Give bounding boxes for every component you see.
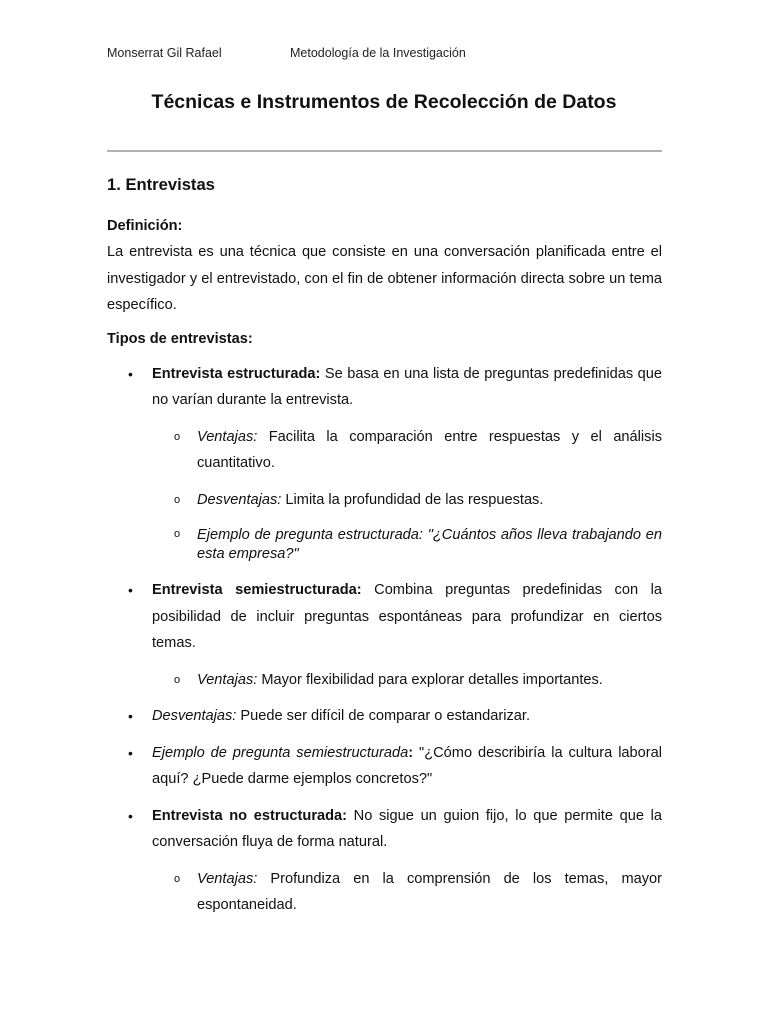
advantages-label: Ventajas:	[197, 428, 258, 445]
definition-label: Definición:	[107, 218, 183, 234]
advantages-label: Ventajas:	[197, 671, 258, 688]
structured-label: Entrevista estructurada:	[152, 365, 321, 382]
structured-example: Ejemplo de pregunta estructurada: "¿Cuántos años lleva trabajando en esta empresa?"	[197, 527, 662, 562]
semistructured-example-text: "¿Cómo describiría la cultura laboral aquí? ¿Puede darme ejemplos concretos?"	[152, 744, 662, 787]
list-item-unstructured	[107, 803, 662, 856]
list-item-semistructured	[107, 577, 662, 657]
advantages-text: Profundiza en la comprensión de los temas, mayor espontaneidad.	[197, 870, 662, 913]
list-item-semistructured-advantages	[107, 667, 662, 694]
header-author: Monserrat Gil Rafael	[107, 46, 222, 60]
bullet-icon: •	[128, 807, 133, 824]
disadvantages-label: Desventajas:	[197, 491, 282, 508]
sub-bullet-icon: o	[174, 872, 181, 885]
list-item-semistructured-disadvantages	[107, 703, 662, 730]
advantages-text: Mayor flexibilidad para explorar detalles importantes.	[257, 671, 603, 688]
section-heading: 1. Entrevistas	[107, 175, 215, 194]
unstructured-text: No sigue un guion fijo, lo que permite que la conversación fluya de forma natural.	[152, 807, 662, 850]
unstructured-label: Entrevista no estructurada:	[152, 807, 348, 824]
sub-bullet-icon: o	[174, 673, 181, 686]
types-label: Tipos de entrevistas:	[107, 330, 253, 347]
advantages-label: Ventajas:	[197, 870, 258, 887]
document-title: Técnicas e Instrumentos de Recolección de Datos	[151, 91, 617, 113]
disadvantages-text: Limita la profundidad de las respuestas.	[281, 491, 544, 508]
list-item-unstructured-advantages	[107, 866, 662, 919]
example-colon: :	[408, 744, 414, 761]
bullet-icon: •	[128, 582, 133, 598]
list-item-structured	[107, 361, 662, 414]
advantages-text: Facilita la comparación entre respuestas y el análisis cuantitativo.	[197, 428, 662, 471]
sub-bullet-icon: o	[174, 493, 181, 506]
list-item-semistructured-example	[107, 740, 662, 793]
disadvantages-text: Puede ser difícil de comparar o estandarizar.	[236, 708, 531, 724]
interview-types-list	[107, 361, 662, 919]
sub-bullet-icon: o	[174, 430, 181, 443]
list-item-structured-disadvantages	[107, 487, 662, 514]
bullet-icon: •	[128, 365, 133, 382]
header-course: Metodología de la Investigación	[290, 46, 466, 60]
document-body	[107, 174, 662, 929]
sub-bullet-icon: o	[174, 528, 181, 540]
bullet-icon: •	[128, 708, 133, 724]
title-divider	[107, 150, 662, 152]
disadvantages-label: Desventajas:	[152, 708, 237, 724]
semistructured-text: Combina preguntas predefinidas con la posibilidad de incluir preguntas espontáneas para profundizar en ciertos temas.	[152, 582, 662, 651]
structured-text: Se basa en una lista de preguntas predefinidas que no varían durante la entrevista.	[152, 365, 662, 408]
list-item-structured-example	[107, 523, 662, 564]
semistructured-label: Entrevista semiestructurada:	[152, 582, 362, 598]
bullet-icon: •	[128, 744, 133, 761]
definition-text: La entrevista es una técnica que consiste en una conversación planificada entre el investigador y el entrevistado, con el fin de obtener información directa sobre un tema específico.	[107, 244, 662, 313]
semistructured-example-label: Ejemplo de pregunta semiestructurada	[152, 744, 409, 761]
list-item-structured-advantages	[107, 424, 662, 477]
